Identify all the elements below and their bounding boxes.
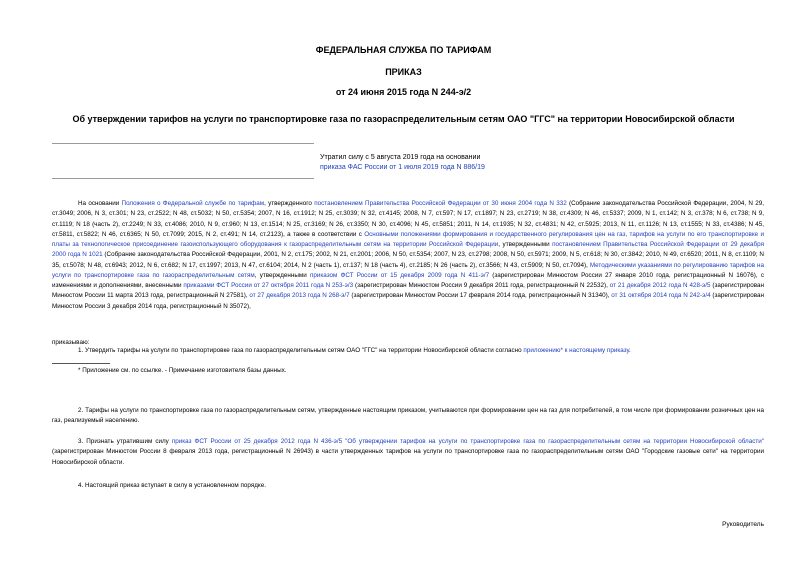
fst-order-268-link[interactable]: от 27 декабря 2013 года N 268-э/7 — [249, 292, 350, 300]
repeal-order-link[interactable]: приказа ФАС России от 1 июля 2019 года N 886/19 — [320, 164, 485, 171]
fst-order-242-link[interactable]: от 31 октября 2014 года N 242-э/4 — [611, 292, 711, 300]
fst-order-436-link[interactable]: приказ ФСТ России от 25 декабря 2012 года N 436-э/5 "Об утверждении тарифов на услуги по транспортировке газа по газораспределительным сетям на территории Новосибирской области" — [171, 438, 764, 445]
fst-regulation-link[interactable]: Положения о Федеральной службе по тарифам — [121, 200, 265, 207]
document-title: Об утверждении тарифов на услуги по транспортировке газа по газораспределительным сетям ОАО "ГГС" на территории Новосибирской области — [72, 114, 735, 124]
document-type: ПРИКАЗ — [385, 67, 422, 77]
item-3: 3. Признать утратившим силу приказ ФСТ России от 25 декабря 2012 года N 436-э/5 "Об утверждении тарифов на услуги по транспортировке газа по газораспределительным сетям на территории Новосибирской области" (зарегистрирован Минюстом России 8 февраля 2013 года, регистрационный N 26943) в части утвержденных тарифов на услуги по транспортировке газа по газораспределительным сетям ОАО "Городские газовые сети" на территории Новосибирской области. — [52, 438, 764, 466]
item-1: 1. Утвердить тарифы на услуги по транспортировке газа по газораспределительным сетям ОАО "ГГС" на территории Новосибирской области согласно приложению* к настоящему приказу. — [78, 347, 631, 354]
fst-order-428-link[interactable]: от 21 декабря 2012 года N 428-э/5 — [609, 282, 711, 289]
fst-order-253-link[interactable]: приказами ФСТ России от 27 октября 2011 года N 253-э/3 — [183, 282, 354, 289]
appendix-link[interactable]: приложению* к настоящему приказу — [523, 347, 630, 354]
status-line: Утратил силу с 5 августа 2019 года на основании — [320, 154, 481, 161]
status-note — [320, 153, 620, 173]
footnote: * Приложение см. по ссылке. - Примечание изготовителя базы данных. — [78, 367, 287, 374]
preamble-paragraph: На основании Положения о Федеральной службе по тарифам, утвержденного постановлением Правительства Российской Федерации от 30 июня 2004 года N 332 (Собрание законодательства Российской Федерации, 2004, N 29, ст.3049; 2006, N 3, ст.301; N 23, ст.2522; N 48, ст.5032; N 50, ст.5354; 2007, N 16, ст.1912; N 25, ст.3039; N 32, ст.4145; 2008, N 7, ст.597; N 17, ст.1897; N 23, ст.2719; N 38, ст.4309; N 46, ст.5337; 2009, N 1, ст.142; N 3, ст.378; N 6, ст.738; N 9, ст.1119; N 18 (часть 2), ст.2249; N 33, ст.4086; 2010, N 9, ст.960; N 13, ст.1514; N 25, ст.3169; N 26, ст.3350; N 30, ст.4096; N 45, ст.5851; 2011, N 14, ст.1935; N 32, ст.4831; N 42, ст.5925; 2013, N 11, ст.1126; N 13, ст.1555; N 33, ст.4386; N 45, ст.5811, ст.5822; N 46, ст.6365; N 50, ст.7099; 2015, N 2, ст.491; N 14, ст.2123), а также в соответствии с Основными положениями формирования и государственного регулирования цен на газ, тарифов на услуги по его транспортировке и платы за технологическое присоединение газоиспользующего оборудования к газораспределительным сетям на территории Российской Федерации, утвержденными постановлением Правительства Российской Федерации от 29 декабря 2000 года N 1021 (Собрание законодательства Российской Федерации, 2001, N 2, ст.175; 2002, N 21, ст.2001; 2006, N 50, ст.5354; 2007, N 23, ст.2798; 2008, N 50, ст.5971; 2009, N 5, ст.618; N 30, ст.3842; 2010, N 49, ст.6520; 2011, N 8, ст.1109; N 35, ст.5078; N 48, ст.6943; 2012, N 6, ст.682; N 17, ст.1997; 2013, N 47, ст.6104; 2014, N 2 (часть 1), ст.137; N 18 (часть 4), ст.2185; N 26 (часть 2), ст.3566; N 43, ст.5909; N 50, ст.7094), Методическими указаниями по регулированию тарифов на услуги по транспортировке газа по газораспределительным сетям, утвержденными приказом ФСТ России от 15 декабря 2009 года N 411-э/7 (зарегистрирован Минюстом России 27 января 2010 года, регистрационный N 16076), с изменениями и дополнениями, внесенными приказами ФСТ России от 27 октября 2011 года N 253-э/3 (зарегистрирован Минюстом России 9 декабря 2011 года, регистрационный N 22532), от 21 декабря 2012 года N 428-э/5 (зарегистрирован Минюстом России 11 марта 2013 года, регистрационный N 27581), от 27 декабря 2013 года N 268-э/7 (зарегистрирован Минюстом России 17 февраля 2014 года, регистрационный N 31340), от 31 октября 2014 года N 242-э/4 (зарегистрирован Минюстом России 3 декабря 2014 года, регистрационный N 35072), — [52, 200, 765, 310]
document-date-number: от 24 июня 2015 года N 244-э/2 — [335, 87, 472, 97]
methodical-guidelines-link[interactable]: Методическими указаниями по регулированию тарифов на услуги по транспортировке газа по газораспределительным сетям — [52, 261, 764, 279]
item-2: 2. Тарифы на услуги по транспортировке газа по газораспределительным сетям, утвержденные настоящим приказом, учитываются при формировании цен на газ для потребителей, в том числе при формировании розничных цен на газ, реализуемый населению. — [52, 407, 764, 425]
signature: Руководитель — [722, 521, 764, 528]
government-decree-1021-link[interactable]: постановлением Правительства Российской Федерации от 29 декабря 2000 года N 1021 — [52, 241, 765, 259]
separator-line-top — [52, 143, 314, 144]
footnote-separator — [52, 363, 110, 364]
item-4: 4. Настоящий приказ вступает в силу в установленном порядке. — [78, 482, 267, 489]
fst-order-411-link[interactable]: приказом ФСТ России от 15 декабря 2009 года N 411-э/7 — [309, 271, 490, 279]
government-decree-332-link[interactable]: постановлением Правительства Российской Федерации от 30 июня 2004 года N 332 — [314, 200, 567, 207]
separator-line-bottom — [52, 178, 314, 179]
order-word: приказываю: — [52, 339, 90, 346]
agency-name: ФЕДЕРАЛЬНАЯ СЛУЖБА ПО ТАРИФАМ — [315, 45, 492, 55]
basic-provisions-link[interactable]: Основными положениями формирования и государственного регулирования цен на газ, тарифов на услуги по его транспортировке и платы за технологическое присоединение газоиспользующего оборудования к газораспределительным сетям на территории Российской Федерации — [52, 230, 764, 248]
